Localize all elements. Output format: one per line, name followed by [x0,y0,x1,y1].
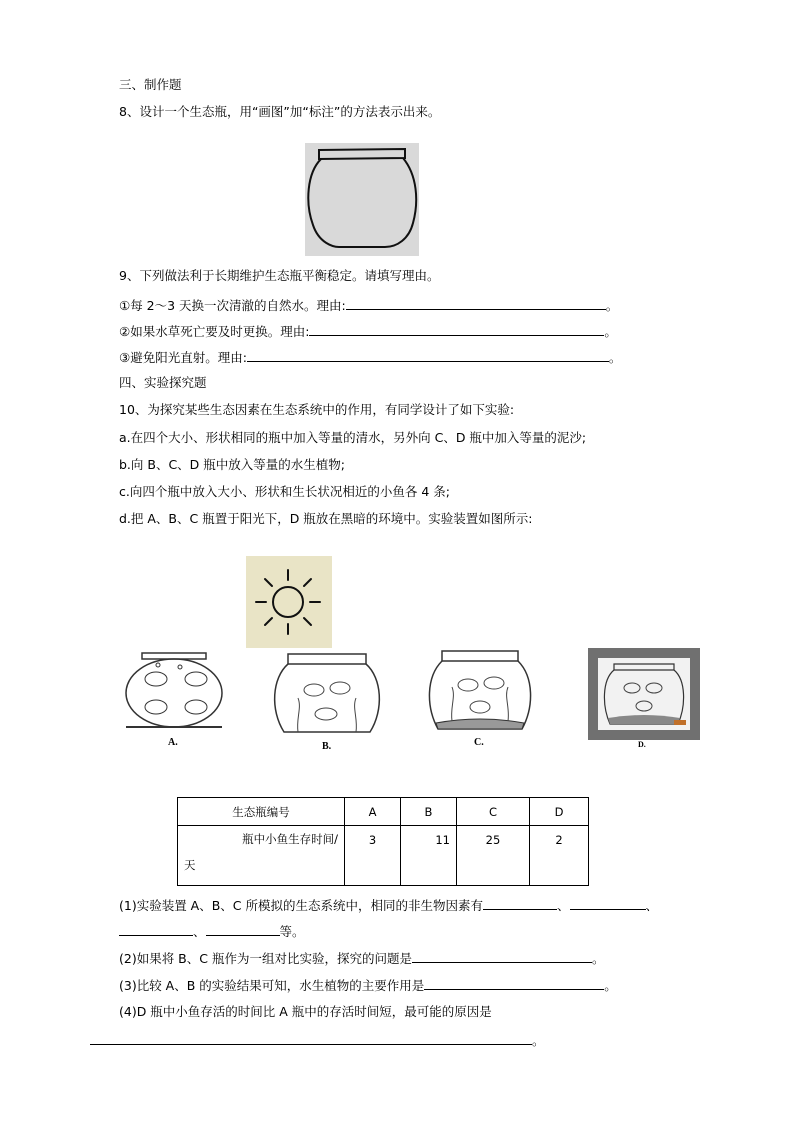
table-cell-b: 11 [401,826,457,886]
q1-sep-3: 、 [193,924,206,939]
question-9-item-1 [119,296,618,314]
q9-end-3: 。 [608,350,622,365]
q2-end: 。 [591,951,605,966]
bottle-d-image [588,648,700,740]
question-8: 8、设计一个生态瓶，用“画图”加“标注”的方法表示出来。 [119,104,441,119]
q1-blank-1[interactable] [483,896,557,910]
step-a: a.在四个大小、形状相同的瓶中加入等量的清水，另外向 C、D 瓶中加入等量的泥沙; [119,430,587,445]
q2-blank[interactable] [412,949,592,963]
table-cell-d: 2 [530,826,589,886]
q1-text: (1)实验装置 A、B、C 所模拟的生态系统中，相同的非生物因素有 [119,898,484,913]
q1-blank-2[interactable] [570,896,646,910]
table-cell-a: 3 [345,826,401,886]
table-row-label-line2: 天 [184,858,196,872]
sub-question-4-answer [90,1031,545,1049]
sub-question-1-cont [119,922,305,940]
sub-question-2 [119,949,604,967]
question-9-item-3 [119,348,621,366]
q9-end-2: 。 [604,324,617,339]
q1-blank-3[interactable] [119,922,193,936]
step-c: c.向四个瓶中放入大小、形状和生长状况相近的小鱼各 4 条; [119,484,450,499]
q1-end: 等。 [279,924,305,939]
section3-title: 三、制作题 [119,77,182,92]
table-row [178,798,589,826]
q3-end: 。 [604,978,617,993]
label-a: A. [168,737,178,748]
q3-blank[interactable] [424,976,604,990]
q1-sep-1: 、 [557,898,570,913]
sub-question-3 [119,976,617,994]
label-b: B. [322,741,332,752]
table-row-label [178,826,345,886]
bottle-a-image [118,645,228,737]
question-10: 10、为探究某些生态因素在生态系统中的作用，有同学设计了如下实验: [119,402,515,417]
q9-item-2-text: ②如果水草死亡要及时更换。理由: [119,324,310,339]
q9-answer-blank-1[interactable] [346,296,606,310]
label-d: D. [638,740,646,749]
table-row [178,826,589,886]
q4-end: 。 [532,1033,545,1048]
table-cell-c: 25 [457,826,530,886]
table-header-d: D [530,798,589,826]
question-9-stem: 9、下列做法利于长期维护生态瓶平衡稳定。请填写理由。 [119,268,440,283]
sub-question-1 [119,896,658,914]
table-row-label-line1: 瓶中小鱼生存时间/ [242,832,338,846]
question-9-item-2 [119,322,617,340]
q9-item-1-text: ①每 2～3 天换一次清澈的自然水。理由: [119,298,346,313]
table-row-label: 生态瓶编号 [178,798,345,826]
table-header-c: C [457,798,530,826]
q9-answer-blank-2[interactable] [309,322,604,336]
eco-bottle-sketch [305,143,419,256]
q3-text: (3)比较 A、B 的实验结果可知，水生植物的主要作用是 [119,978,425,993]
q9-end-1: 。 [605,298,619,313]
q4-blank[interactable] [90,1031,532,1045]
step-d: d.把 A、B、C 瓶置于阳光下，D 瓶放在黑暗的环境中。实验装置如图所示: [119,511,533,526]
sun-icon [246,556,332,648]
label-c: C. [474,737,484,748]
bottle-c-image [424,645,536,737]
q2-text: (2)如果将 B、C 瓶作为一组对比实验，探究的问题是 [119,951,412,966]
q9-item-3-text: ③避免阳光直射。理由: [119,350,247,365]
q1-blank-4[interactable] [206,922,280,936]
step-b: b.向 B、C、D 瓶中放入等量的水生植物; [119,457,345,472]
section4-title: 四、实验探究题 [119,375,207,390]
results-table [177,797,589,886]
q9-answer-blank-3[interactable] [247,348,609,362]
table-header-a: A [345,798,401,826]
q1-sep-2: 、 [645,898,659,913]
table-header-b: B [401,798,457,826]
sub-question-4: (4)D 瓶中小鱼存活的时间比 A 瓶中的存活时间短，最可能的原因是 [119,1004,492,1019]
bottle-b-image [268,648,386,740]
